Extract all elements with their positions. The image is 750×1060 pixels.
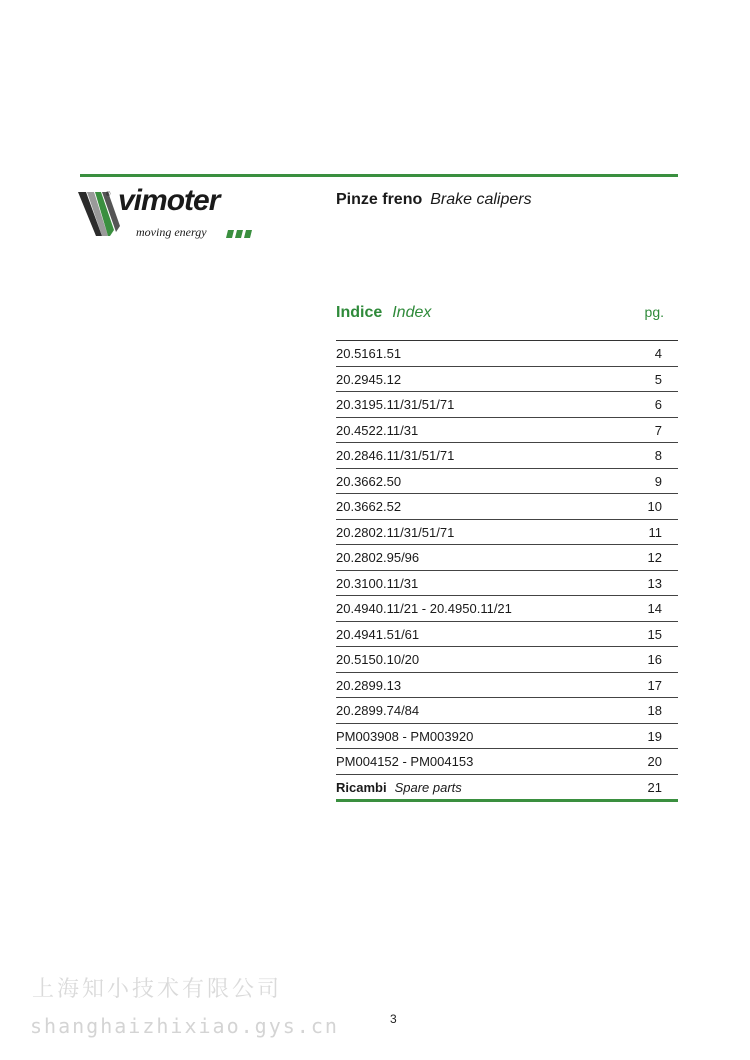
watermark-url: shanghaizhixiao.gys.cn (30, 1014, 339, 1038)
page-ref: 20 (647, 754, 662, 769)
title-italian: Pinze freno (336, 191, 423, 208)
page-ref: 17 (647, 677, 662, 693)
page-ref: 13 (647, 575, 662, 591)
part-code: 20.3100.11/31 (336, 575, 419, 591)
page-title (336, 191, 532, 209)
part-code: 20.4941.51/61 (336, 626, 420, 642)
page-ref: 16 (647, 652, 662, 667)
page-ref: 12 (647, 550, 662, 565)
page-number: 3 (390, 1012, 397, 1026)
page-ref: 7 (654, 422, 662, 438)
page-ref: 11 (648, 524, 662, 540)
spare-parts-italian: Ricambi (336, 779, 387, 795)
table-row[interactable] (336, 673, 678, 699)
table-row[interactable] (336, 494, 678, 520)
spare-parts-english: Spare parts (394, 779, 462, 795)
part-code: PM004152 - PM004153 (336, 754, 474, 769)
table-row[interactable] (336, 341, 678, 367)
page-ref: 14 (647, 601, 662, 616)
index-title-italian: Indice (336, 304, 383, 321)
table-row[interactable] (336, 443, 678, 469)
registered-mark: ® (106, 192, 111, 198)
index-title (336, 304, 431, 322)
part-code: 20.4522.11/31 (336, 422, 419, 438)
page-ref: 5 (654, 371, 662, 387)
table-row[interactable] (336, 418, 678, 444)
table-row[interactable] (336, 622, 678, 648)
page-ref: 18 (647, 703, 662, 718)
index-table (336, 340, 678, 802)
part-code: 20.2802.11/31/51/71 (336, 524, 455, 540)
page-ref: 10 (647, 499, 662, 514)
table-row[interactable] (336, 367, 678, 393)
part-code: 20.3195.11/31/51/71 (336, 397, 455, 412)
header-rule (80, 174, 678, 177)
table-row[interactable] (336, 749, 678, 775)
table-row[interactable] (336, 596, 678, 622)
part-code: 20.4940.11/21 - 20.4950.11/21 (336, 601, 512, 616)
vimoter-logo (78, 184, 258, 242)
part-code: 20.5150.10/20 (336, 652, 420, 667)
page-ref: 4 (654, 346, 662, 361)
index-header (336, 304, 666, 328)
part-code: 20.2899.74/84 (336, 703, 420, 718)
part-code: PM003908 - PM003920 (336, 728, 474, 744)
logo-wordmark: vimoter (118, 184, 220, 217)
page-ref: 15 (647, 626, 662, 642)
page-ref: 8 (654, 448, 662, 463)
part-code: 20.2945.12 (336, 371, 402, 387)
part-code: 20.3662.50 (336, 473, 402, 489)
page-column-label: pg. (644, 304, 664, 320)
table-row[interactable] (336, 520, 678, 546)
part-code: 20.3662.52 (336, 499, 402, 514)
table-row[interactable] (336, 392, 678, 418)
part-code: 20.5161.51 (336, 346, 402, 361)
table-row-spare-parts[interactable] (336, 775, 678, 803)
table-row[interactable] (336, 571, 678, 597)
table-row[interactable] (336, 647, 678, 673)
table-row[interactable] (336, 469, 678, 495)
page-ref: 6 (654, 397, 662, 412)
page-ref: 21 (647, 779, 662, 795)
spare-parts-label (336, 780, 462, 795)
part-code: 20.2899.13 (336, 677, 402, 693)
part-code: 20.2846.11/31/51/71 (336, 448, 455, 463)
watermark-company: 上海知小技术有限公司 (32, 977, 283, 1002)
table-row[interactable] (336, 724, 678, 750)
logo-tagline: moving energy (136, 225, 207, 239)
table-row[interactable] (336, 698, 678, 724)
part-code: 20.2802.95/96 (336, 550, 420, 565)
page-ref: 9 (654, 473, 662, 489)
page-ref: 19 (647, 728, 662, 744)
title-english: Brake calipers (430, 191, 532, 208)
table-row[interactable] (336, 545, 678, 571)
logo-dashes-icon (226, 230, 252, 238)
index-title-english: Index (392, 304, 432, 321)
